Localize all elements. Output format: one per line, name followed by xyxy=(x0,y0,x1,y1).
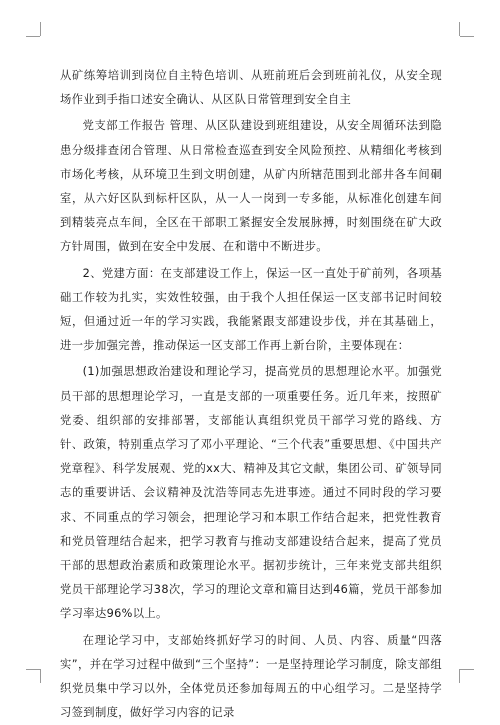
paragraph-study-practice: 在理论学习中，支部始终抓好学习的时间、人员、内容、质量“四落实”，并在学习过程中做到“三个坚持”：一是坚持理论学习制度，除支部组织党员集中学习以外，全体党员还参加每周五的中心组学习。二是坚持学习签到制度，做好学习内容的记录 xyxy=(60,633,442,720)
paragraph-theory-study: (1)加强思想政治建设和理论学习，提高党员的思想理论水平。加强党员干部的思想理论学习，一直是支部的一项重要任务。近几年来，按照矿党委、组织部的安排部署，支部能认真组织党员干部学习党的路线、方针、政策，特别重点学习了邓小平理论、“三个代表”重要思想、《中国共产党章程》、科学发展观、党的xx大、精神及其它文献，集团公司、矿领导同志的重要讲话、会议精神及沈浩等同志先进事迹。通过不同时段的学习要求、不同重点的学习领会，把理论学习和本职工作结合起来，把党性教育和党员管理结合起来，把学习教育与推动支部建设结合起来，提高了党员干部的思想政治素质和政策理论水平。据初步统计，三年来党支部共组织党员干部理论学习38次，学习的理论文章和篇目达到46篇，党员干部参加学习率达96%以上。 xyxy=(60,365,442,621)
crop-mark-bottom-left-horizontal xyxy=(26,669,40,670)
paragraph-safety-management: 党支部工作报告 管理、从区队建设到班组建设，从安全周循环法到隐患分级排查闭合管理、从日常检查巡查到安全风险预控、从精细化考核到市场化考核，从环境卫生到文明创建，从矿内所辖范围到北部井各车间硐室，从六好区队到标杆区队，从一人一岗到一专多能，从标准化创建车间到精装亮点车间，全区在干部职工紧握安全发展脉搏，时刻围绕在矿大政方针周围，做到在安全中发展、在和谐中不断进步。 xyxy=(60,119,442,254)
document-body xyxy=(60,64,442,725)
crop-mark-top-right-vertical xyxy=(459,22,460,36)
crop-mark-top-left-horizontal xyxy=(26,36,40,37)
crop-mark-bottom-right-horizontal xyxy=(460,669,474,670)
crop-mark-top-right-horizontal xyxy=(460,36,474,37)
crop-mark-bottom-right-vertical xyxy=(459,669,460,683)
paragraph-continued: 从矿练筹培训到岗位自主特色培训、从班前班后会到班前礼仪，从安全现场作业到手指口述安全确认、从区队日常管理到安全自主 xyxy=(60,69,442,107)
crop-mark-bottom-left-vertical xyxy=(40,669,41,683)
paragraph-party-building: 2、党建方面：在支部建设工作上，保运一区一直处于矿前列，各项基础工作较为扎实，实效性较强，由于我个人担任保运一区支部书记时间较短，但通过近一年的学习实践，我能紧跟支部建设步伐，并在其基础上，进一步加强完善，推动保运一区支部工作再上新台阶，主要体现在： xyxy=(60,266,442,353)
crop-mark-top-left-vertical xyxy=(40,22,41,36)
